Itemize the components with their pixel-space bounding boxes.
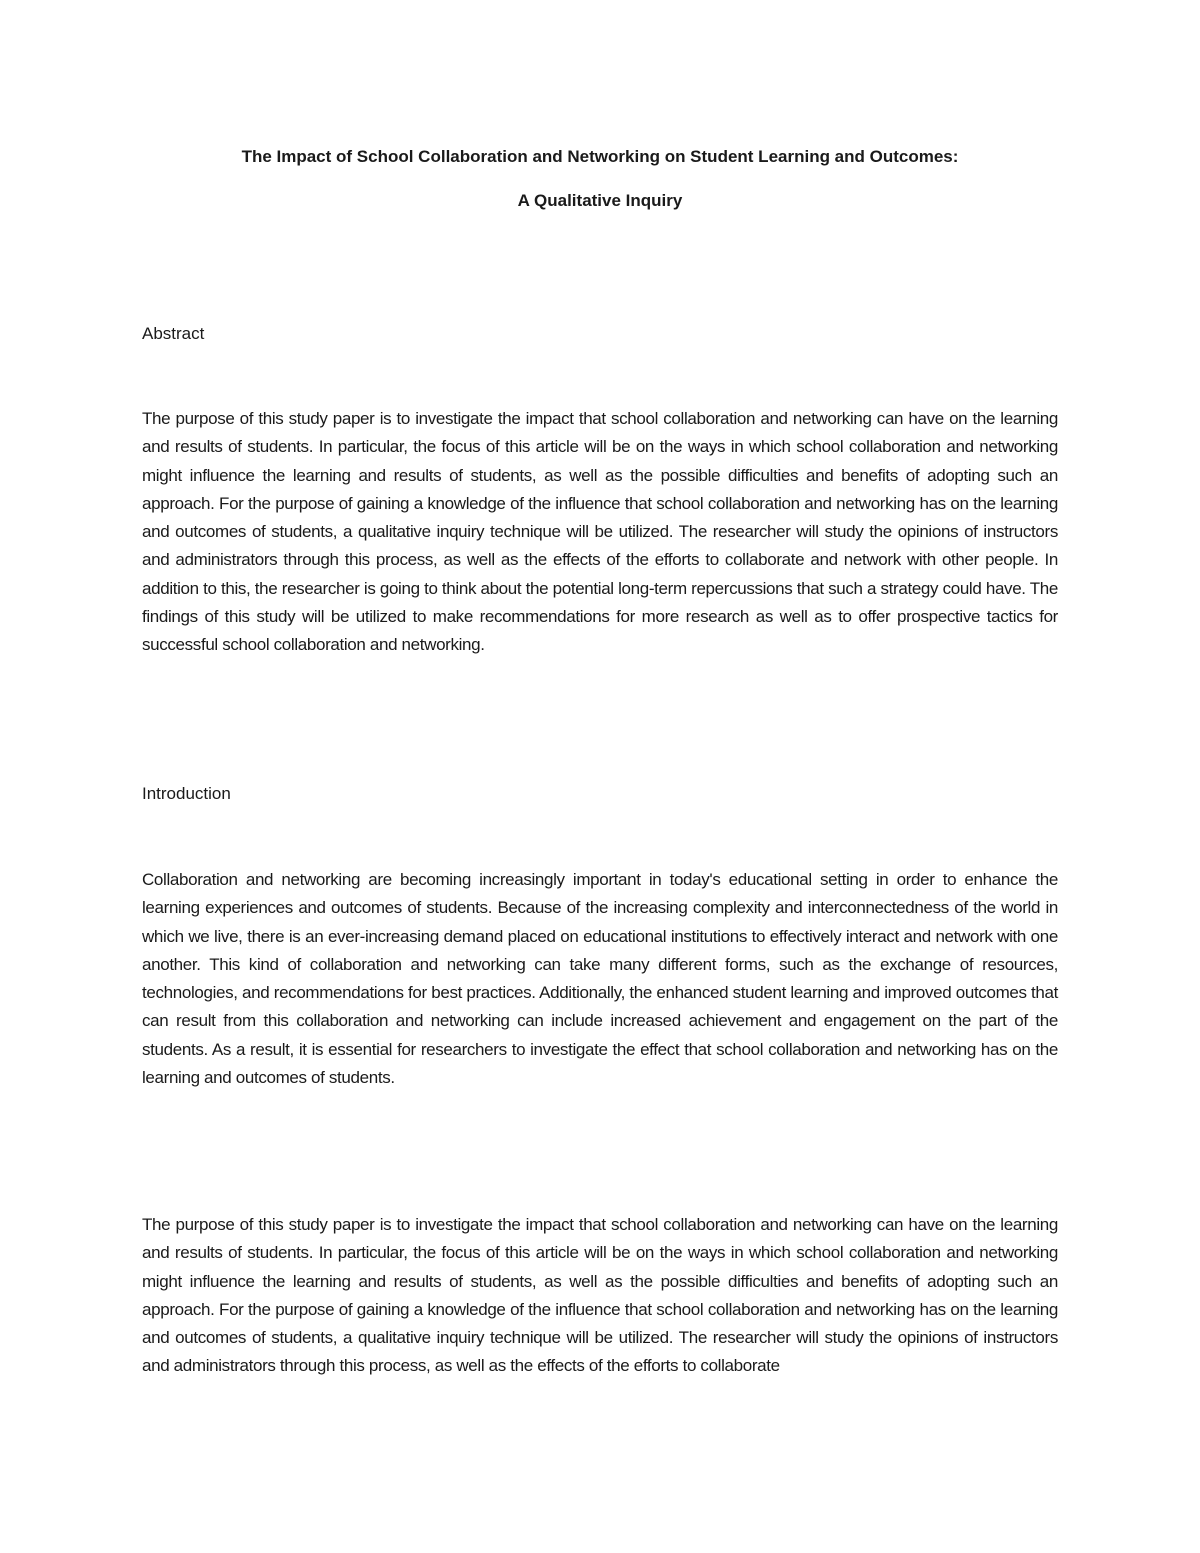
introduction-heading: Introduction bbox=[142, 784, 231, 803]
abstract-paragraph: The purpose of this study paper is to investigate the impact that school collaboration and networking can have on the learning and results of students. In particular, the focus of this article will be on the ways in which school collaboration and networking might influence the learning and results of students, as well as the possible difficulties and benefits of adopting such an approach. For the purpose of gaining a knowledge of the influence that school collaboration and networking has on the learning and outcomes of students, a qualitative inquiry technique will be utilized. The researcher will study the opinions of instructors and administrators through this process, as well as the effects of the efforts to collaborate and network with other people. In addition to this, the researcher is going to think about the potential long-term repercussions that such a strategy could have. The findings of this study will be utilized to make recommendations for more research as well as to offer prospective tactics for successful school collaboration and networking. bbox=[142, 409, 1058, 655]
introduction-paragraph-2: The purpose of this study paper is to investigate the impact that school collaboration and networking can have on the learning and results of students. In particular, the focus of this article will be on the ways in which school collaboration and networking might influence the learning and results of students, as well as the possible difficulties and benefits of adopting such an approach. For the purpose of gaining a knowledge of the influence that school collaboration and networking has on the learning and outcomes of students, a qualitative inquiry technique will be utilized. The researcher will study the opinions of instructors and administrators through this process, as well as the effects of the efforts to collaborate bbox=[142, 1215, 1058, 1376]
introduction-paragraph-1: Collaboration and networking are becoming increasingly important in today's educational setting in order to enhance the learning experiences and outcomes of students. Because of the increasing complexity and interconnectedness of the world in which we live, there is an ever-increasing demand placed on educational institutions to effectively interact and network with one another. This kind of collaboration and networking can take many different forms, such as the exchange of resources, technologies, and recommendations for best practices. Additionally, the enhanced student learning and improved outcomes that can result from this collaboration and networking can include increased achievement and engagement on the part of the students. As a result, it is essential for researchers to investigate the effect that school collaboration and networking has on the learning and outcomes of students. bbox=[142, 870, 1058, 1088]
abstract-heading: Abstract bbox=[142, 324, 205, 343]
document-title: The Impact of School Collaboration and Networking on Student Learning and Outcomes: bbox=[241, 147, 959, 166]
document-subtitle: A Qualitative Inquiry bbox=[517, 191, 683, 210]
